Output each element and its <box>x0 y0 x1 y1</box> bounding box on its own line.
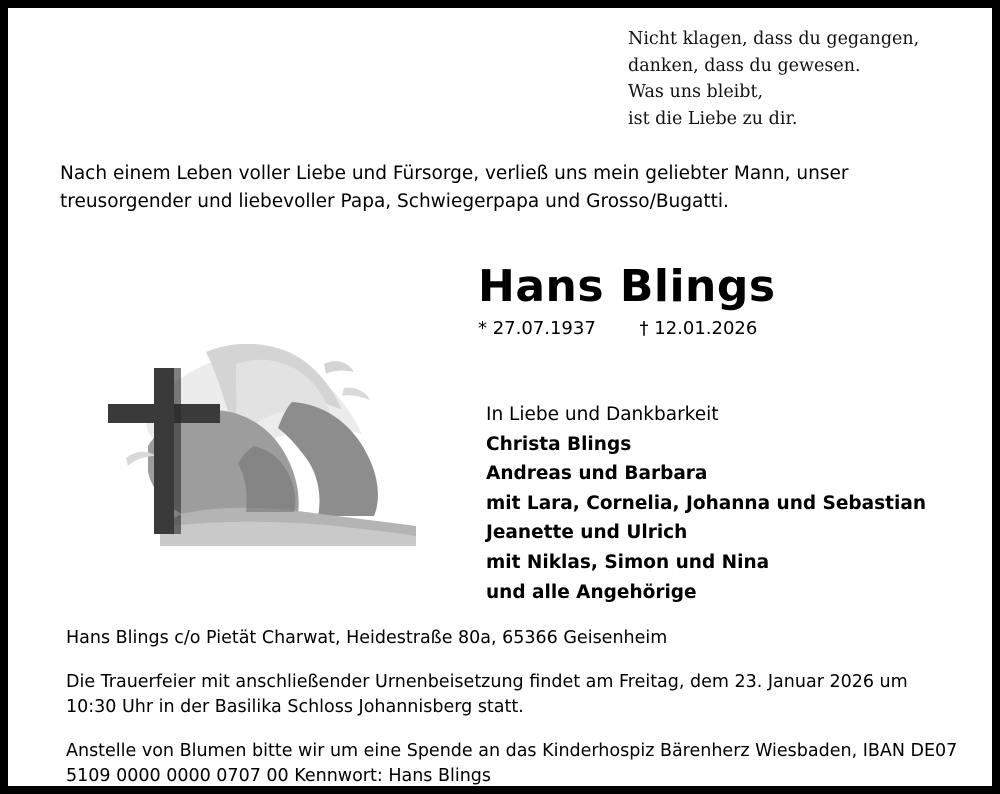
family-member: Andreas und Barbara <box>486 463 708 485</box>
family-member: mit Niklas, Simon und Nina <box>486 551 770 573</box>
deceased-dates <box>478 318 978 339</box>
cross-and-wave-illustration <box>86 300 416 562</box>
poem-line-3: Was uns bleibt, <box>628 82 764 103</box>
family-member: Christa Blings <box>486 433 632 455</box>
obituary-inner <box>8 8 992 786</box>
footer-block <box>66 626 958 790</box>
family-member: mit Lara, Cornelia, Johanna und Sebastian <box>486 492 926 514</box>
family-member: und alle Angehörige <box>486 581 697 603</box>
intro-paragraph: Nach einem Leben voller Liebe und Fürsorge, verließ uns mein geliebter Mann, unser treusorgender und liebevoller Papa, Schwiegerpapa und Grosso/Bugatti. <box>60 163 849 212</box>
birth-date: * 27.07.1937 <box>478 318 596 340</box>
funeral-home-address: Hans Blings c/o Pietät Charwat, Heidestraße 80a, 65366 Geisenheim <box>66 628 668 648</box>
deceased-name: Hans Blings <box>478 261 776 312</box>
service-details: Die Trauerfeier mit anschließender Urnenbeisetzung findet am Freitag, dem 23. Januar 2026 um 10:30 Uhr in der Basilika Schloss Johannisberg statt. <box>66 671 908 718</box>
poem-block <box>628 26 919 132</box>
poem-line-1: Nicht klagen, dass du gegangen, <box>628 29 920 49</box>
donation-details: Anstelle von Blumen bitte wir um eine Spende an das Kinderhospiz Bärenherz Wiesbaden, IBAN DE07 5109 0000 0000 0707 00 Kennwort: Hans Blings <box>66 740 958 787</box>
poem-line-4: ist die Liebe zu dir. <box>628 108 798 129</box>
family-lead: In Liebe und Dankbarkeit <box>486 404 719 425</box>
family-member: Jeanette und Ulrich <box>486 522 688 544</box>
family-block <box>486 400 926 607</box>
deceased-name-block <box>478 261 978 340</box>
poem-line-2: danken, dass du gewesen. <box>628 55 861 76</box>
death-date: † 12.01.2026 <box>639 318 758 340</box>
